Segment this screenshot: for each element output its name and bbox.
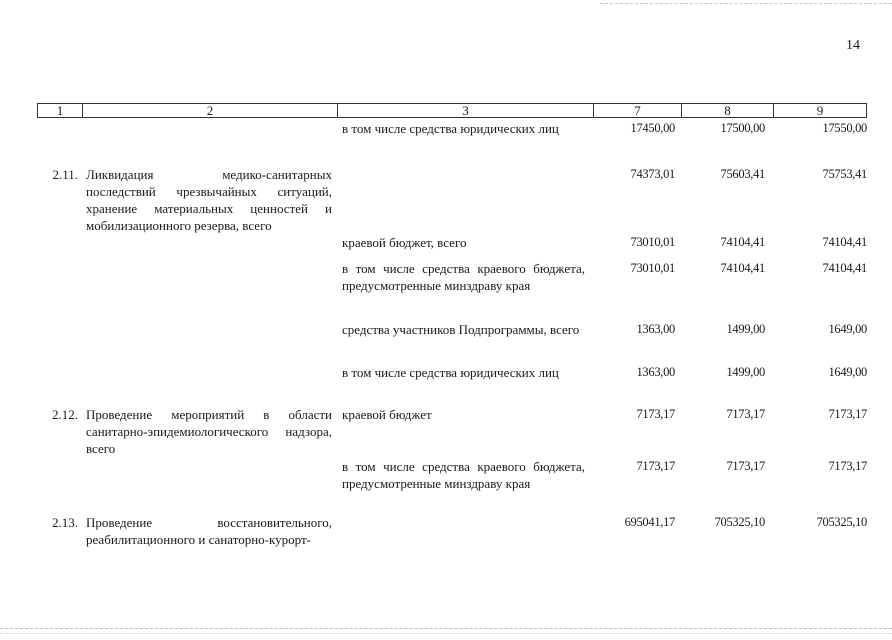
row-name: Ликвидация медико-санитарных последствий чрезвычайных ситуаций, хранение материальных ценностей и мобилизационного резерва, всего — [86, 167, 332, 233]
scan-edge-bottom-secondary — [0, 633, 892, 634]
value-col-9: 75753,41 — [822, 167, 867, 181]
header-col-7: 7 — [594, 104, 682, 117]
table-row — [37, 260, 867, 321]
row-number — [37, 458, 82, 514]
value-col-7: 695041,17 — [624, 515, 675, 529]
value-col-7: 74373,01 — [630, 167, 675, 181]
table-row — [37, 514, 867, 554]
table-row — [37, 120, 867, 156]
table-row — [37, 406, 867, 458]
row-name — [82, 321, 332, 364]
table-body — [37, 120, 867, 554]
row-number — [37, 321, 82, 364]
value-col-9: 7173,17 — [828, 407, 867, 421]
row-source: в том числе средства юридических лиц — [342, 121, 559, 136]
row-source: в том числе средства краевого бюджета, предусмотренные минздраву края — [342, 459, 585, 491]
value-col-9: 17550,00 — [822, 121, 867, 135]
value-col-8: 75603,41 — [720, 167, 765, 181]
value-col-7: 7173,17 — [636, 459, 675, 473]
value-col-8: 1499,00 — [726, 322, 765, 336]
value-col-9: 1649,00 — [828, 322, 867, 336]
value-col-9: 1649,00 — [828, 365, 867, 379]
row-name — [82, 234, 332, 260]
row-number — [37, 234, 82, 260]
value-col-8: 74104,41 — [720, 235, 765, 249]
row-source: в том числе средства краевого бюджета, предусмотренные минздраву края — [342, 261, 585, 293]
value-col-8: 7173,17 — [726, 459, 765, 473]
row-source — [332, 514, 591, 554]
table-row — [37, 458, 867, 514]
row-source: краевой бюджет — [342, 407, 432, 422]
value-col-9: 74104,41 — [822, 235, 867, 249]
value-col-7: 17450,00 — [630, 121, 675, 135]
table-row — [37, 156, 867, 234]
row-source: краевой бюджет, всего — [342, 235, 467, 250]
row-name — [82, 458, 332, 514]
scan-edge-bottom — [0, 628, 892, 629]
value-col-8: 705325,10 — [714, 515, 765, 529]
value-col-8: 17500,00 — [720, 121, 765, 135]
row-number — [37, 364, 82, 406]
row-number: 2.13. — [52, 515, 78, 530]
header-col-3: 3 — [338, 104, 594, 117]
value-col-8: 1499,00 — [726, 365, 765, 379]
value-col-9: 74104,41 — [822, 261, 867, 275]
table-row — [37, 321, 867, 364]
header-col-2: 2 — [83, 104, 338, 117]
value-col-7: 1363,00 — [636, 322, 675, 336]
table-header — [37, 103, 867, 118]
row-number: 2.12. — [52, 407, 78, 422]
row-name: Проведение восстановительного, реабилитационного и санаторно-курорт- — [86, 515, 332, 547]
row-source — [332, 166, 591, 234]
table-row — [37, 234, 867, 260]
value-col-7: 7173,17 — [636, 407, 675, 421]
row-name: Проведение мероприятий в области санитарно-эпидемиологического надзора, всего — [86, 407, 332, 456]
value-col-7: 1363,00 — [636, 365, 675, 379]
value-col-7: 73010,01 — [630, 235, 675, 249]
header-col-8: 8 — [682, 104, 774, 117]
value-col-8: 74104,41 — [720, 261, 765, 275]
row-number — [37, 260, 82, 321]
value-col-9: 705325,10 — [816, 515, 867, 529]
value-col-7: 73010,01 — [630, 261, 675, 275]
header-col-9: 9 — [816, 103, 824, 118]
row-name — [82, 120, 332, 156]
value-col-8: 7173,17 — [726, 407, 765, 421]
row-source: средства участников Подпрограммы, всего — [342, 322, 580, 337]
row-name — [82, 364, 332, 406]
table-row — [37, 364, 867, 406]
scan-edge-top — [600, 3, 892, 4]
value-col-9: 7173,17 — [828, 459, 867, 473]
header-col-1: 1 — [38, 104, 83, 117]
page-number: 14 — [846, 38, 860, 53]
row-number — [37, 120, 82, 156]
row-number: 2.11. — [52, 167, 78, 182]
row-name — [82, 260, 332, 321]
row-source: в том числе средства юридических лиц — [342, 365, 559, 380]
